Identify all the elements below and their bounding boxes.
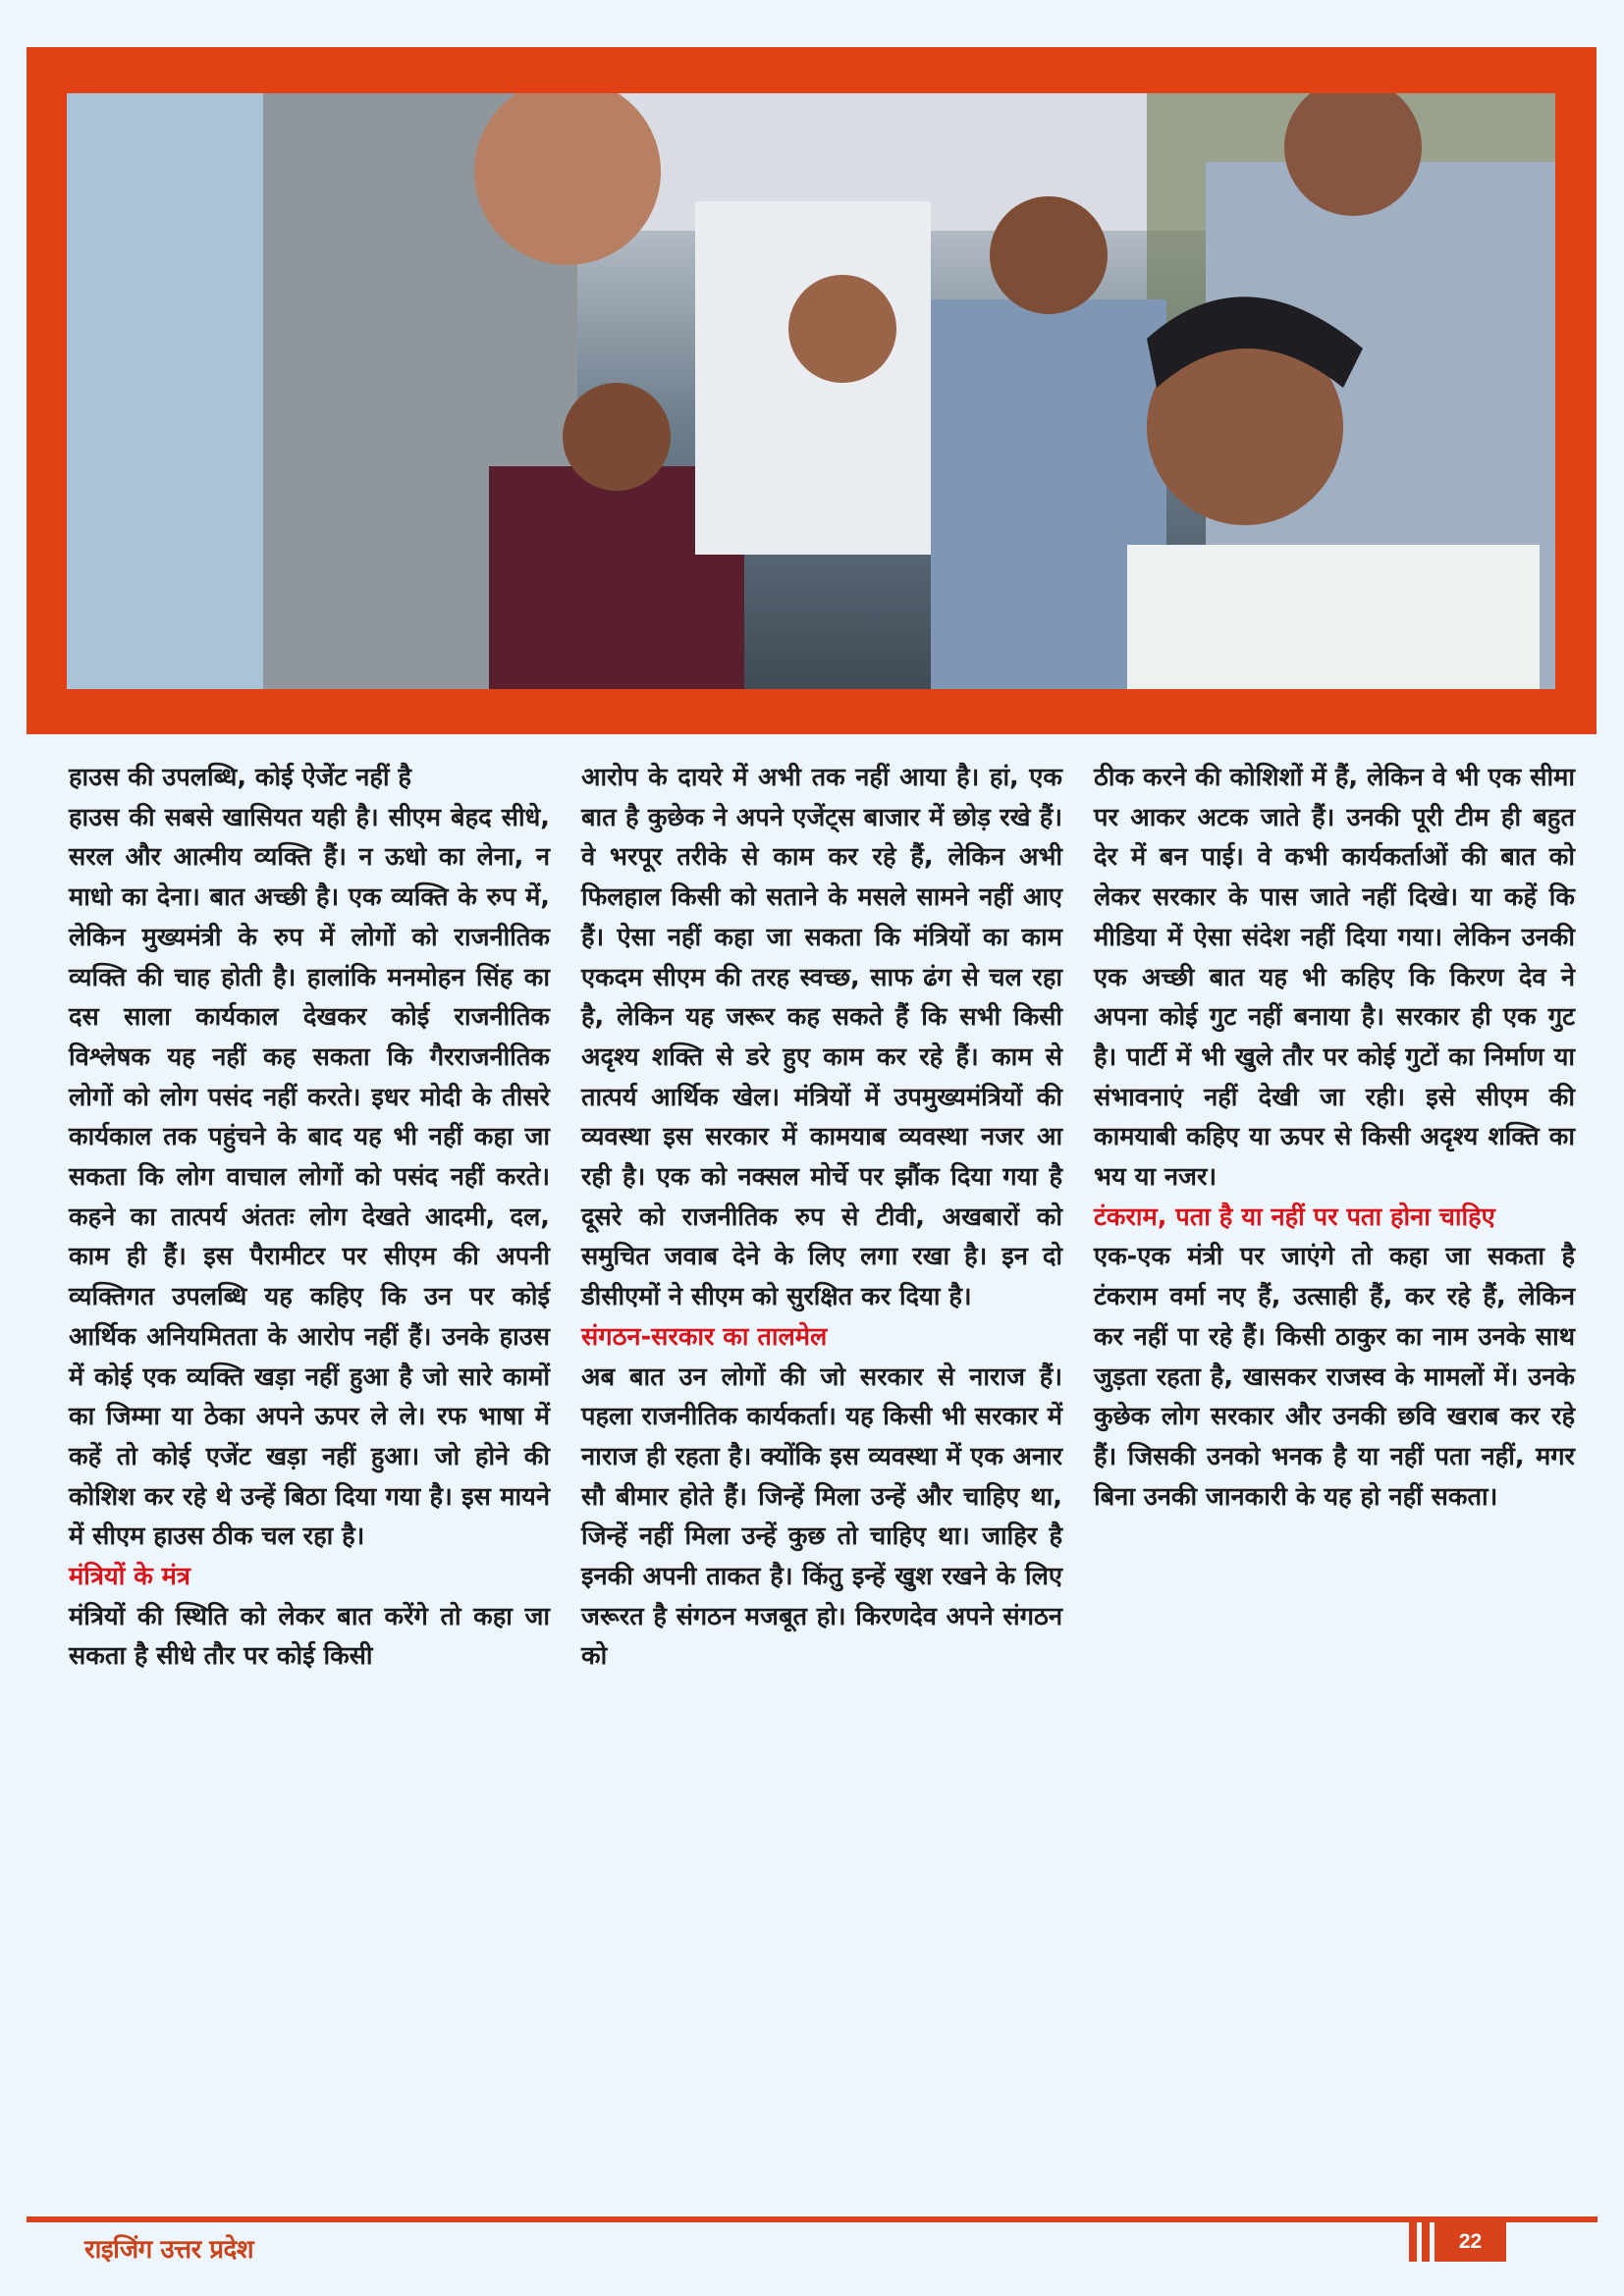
seated-elder-kurta [1127, 545, 1540, 689]
page-number: 22 [1435, 2222, 1506, 2262]
paragraph: एक-एक मंत्री पर जाएंगे तो कहा जा सकता है टंकराम वर्मा नए हैं, उत्साही हैं, कर रहे हैं, लेकिन कर नहीं पा रहे हैं। किसी ठाकुर का नाम उनके साथ जुड़ता रहता है, खासकर राजस्व के मामलों में। उनके कुछेक लोग सरकार और उनकी छवि खराब कर रहे हैं। जिसकी उनको भनक है या नहीं पता नहीं, मगर बिना उनकी जानकारी के यह हो नहीं सकता। [1094, 1242, 1575, 1512]
person-blue-shirt-head [990, 196, 1108, 314]
footer-rule [27, 2216, 1597, 2222]
seated-young-man-head [563, 383, 671, 491]
person-left-shirt [67, 93, 263, 689]
person-white-shirt-head [788, 275, 896, 383]
section-heading: संगठन-सरकार का तालमेल [581, 1321, 828, 1352]
article-photo [67, 93, 1555, 689]
page-number-badge [1409, 2222, 1517, 2262]
decorative-bar [1409, 2222, 1417, 2262]
decorative-bar [1422, 2222, 1430, 2262]
article-column-3 [1094, 758, 1575, 1517]
paragraph: अब बात उन लोगों की जो सरकार से नाराज हैं। पहला राजनीतिक कार्यकर्ता। यह किसी भी सरकार में नाराज ही रहता है। क्योंकि इस व्यवस्था में एक अनार सौ बीमार होते हैं। जिन्हें मिला उन्हें और चाहिए था, जिन्हें नहीं मिला उन्हें कुछ तो चाहिए था। जाहिर है इनकी अपनी ताकत है। किंतु इन्हें खुश रखने के लिए जरूरत है संगठन मजबूत हो। किरणदेव अपने संगठन को [581, 1362, 1062, 1672]
paragraph: आरोप के दायरे में अभी तक नहीं आया है। हां, एक बात है कुछेक ने अपने एजेंट्स बाजार में छोड़ रखे हैं। वे भरपूर तरीके से काम कर रहे हैं, लेकिन अभी फिलहाल किसी को सताने के मसले सामने नहीं आए हैं। ऐसा नहीं कहा जा सकता कि मंत्रियों का काम एकदम सीएम की तरह स्वच्छ, साफ ढंग से चल रहा है, लेकिन यह जरूर कह सकते हैं कि सभी किसी अदृश्य शक्ति से डरे हुए काम कर रहे हैं। काम से तात्पर्य आर्थिक खेल। मंत्रियों में उपमुख्यमंत्रियों की व्यवस्था इस सरकार में कामयाब व्यवस्था नजर आ रही है। एक को नक्सल मोर्चे पर झौंक दिया गया है दूसरे को राजनीतिक रुप से टीवी, अखबारों को समुचित जवाब देने के लिए लगा रखा है। इन दो डीसीएमों ने सीएम को सुरक्षित कर दिया है। [581, 763, 1062, 1312]
photo-frame [27, 47, 1597, 734]
subheading-line: हाउस की उपलब्धि, कोई ऐजेंट नहीं है [69, 763, 411, 792]
article-column-1 [69, 758, 550, 1677]
person-white-shirt [695, 201, 931, 555]
article-column-2 [581, 758, 1062, 1677]
paragraph: मंत्रियों की स्थिति को लेकर बात करेंगे तो कहा जा सकता है सीधे तौर पर कोई किसी [69, 1601, 550, 1672]
section-heading: मंत्रियों के मंत्र [69, 1562, 190, 1592]
paragraph: ठीक करने की कोशिशों में हैं, लेकिन वे भी एक सीमा पर आकर अटक जाते हैं। उनकी पूरी टीम ही बहुत देर में बन पाई। वे कभी कार्यकर्ताओं की बात को लेकर सरकार के पास जाते नहीं दिखे। या कहें कि मीडिया में ऐसा संदेश नहीं दिया गया। लेकिन उनकी एक अच्छी बात यह भी कहिए कि किरण देव ने अपना कोई गुट नहीं बनाया है। सरकार ही एक गुट है। पार्टी में भी खुले तौर पर कोई गुटों का निर्माण या संभावनाएं नहीं देखी जा रही। इसे सीएम की कामयाबी कहिए या ऊपर से किसी अदृश्य शक्ति का भय या नजर। [1094, 763, 1575, 1193]
publication-name: राइजिंग उत्तर प्रदेश [84, 2235, 254, 2265]
section-heading: टंकराम, पता है या नहीं पर पता होना चाहिए [1094, 1201, 1495, 1232]
paragraph: हाउस की सबसे खासियत यही है। सीएम बेहद सीधे, सरल और आत्मीय व्यक्ति हैं। न ऊधो का लेना, न माधो का देना। बात अच्छी है। एक व्यक्ति के रुप में, लेकिन मुख्यमंत्री के रुप में लोगों को राजनीतिक व्यक्ति की चाह होती है। हालांकि मनमोहन सिंह का दस साला कार्यकाल देखकर कोई राजनीतिक विश्लेषक यह नहीं कह सकता कि गैरराजनीतिक लोगों को लोग पसंद नहीं करते। इधर मोदी के तीसरे कार्यकाल तक पहुंचने के बाद यह भी नहीं कहा जा सकता कि लोग वाचाल लोगों को पसंद नहीं करते। कहने का तात्पर्य अंततः लोग देखते आदमी, दल, काम ही हैं। इस पैरामीटर पर सीएम की अपनी व्यक्तिगत उपलब्धि यह कहिए कि उन पर कोई आर्थिक अनियमितता के आरोप नहीं हैं। उनके हाउस में कोई एक व्यक्ति खड़ा नहीं हुआ है जो सारे कामों का जिम्मा या ठेका अपने ऊपर ले ले। रफ भाषा में कहें तो कोई एजेंट खड़ा नहीं हुआ। जो होने की कोशिश कर रहे थे उन्हें बिठा दिया गया है। इस मायने में सीएम हाउस ठीक चल रहा है। [69, 802, 550, 1552]
photo-image-icon [67, 93, 1555, 689]
